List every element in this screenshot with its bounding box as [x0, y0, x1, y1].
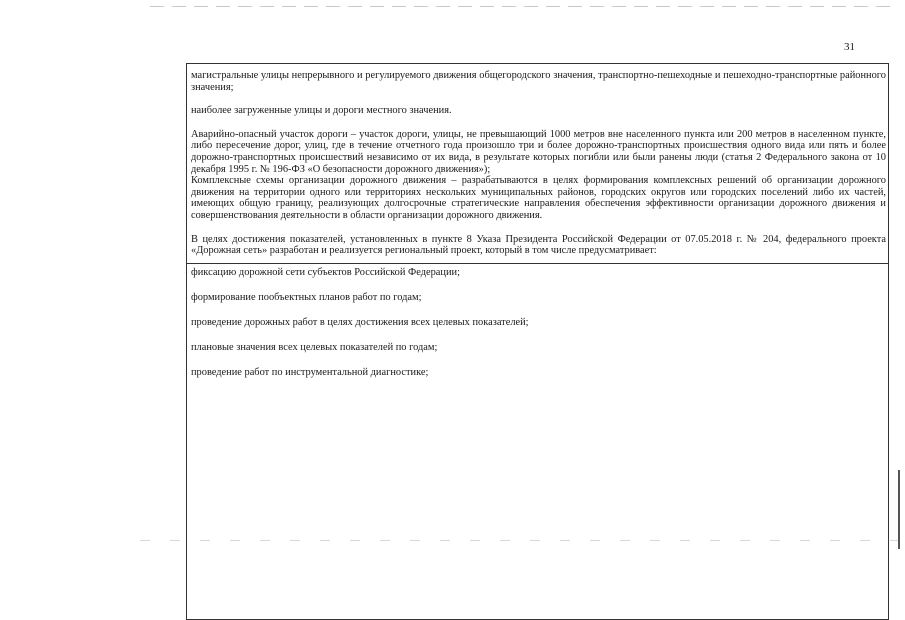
- paragraph-local-roads: наиболее загруженные улицы и дороги местного значения.: [191, 105, 452, 117]
- list-item: проведение дорожных работ в целях достижения всех целевых показателей;: [191, 316, 529, 328]
- page-number: 31: [844, 41, 855, 53]
- paragraph-traffic-schemes: Комплексные схемы организации дорожного движения – разрабатываются в целях формирования комплексных решений об организации дорожного движения на территории одного или территориях нескольких муниципальных районов, городских округов или городских поселений либо их частей, имеющих общую границу, реализующих долгосрочные стратегические направления обеспечения эффективности организации дорожного движения и совершенствования деятельности в области организации дорожного движения.: [191, 175, 886, 221]
- list-item: формирование пообъектных планов работ по годам;: [191, 291, 422, 303]
- paragraph-emergency-section: Аварийно-опасный участок дороги – участок дороги, улицы, не превышающий 1000 метров вне населенного пункта или 200 метров в населенном пункте, либо пересечение дорог, улиц, где в течение отчетного года произошло три и более дорожно-транспортных происшествия одного вида или пять и более дорожно-транспортных происшествий независимо от их вида, в результате которых погибли или были ранены люди (статья 2 Федерального закона от 10 декабря 1995 г. № 196-ФЗ «О безопасности дорожного движения»);: [191, 128, 886, 175]
- paragraph-arterial-streets: магистральные улицы непрерывного и регулируемого движения общегородского значения, транспортно-пешеходные и пешеходно-транспортные районного значения;: [191, 70, 886, 93]
- list-item: проведение работ по инструментальной диагностике;: [191, 366, 429, 378]
- list-item: фиксацию дорожной сети субъектов Российской Федерации;: [191, 266, 460, 278]
- table-row-project-items: [187, 264, 888, 619]
- list-item: плановые значения всех целевых показателей по годам;: [191, 341, 438, 353]
- scan-edge-right: [898, 470, 900, 549]
- table-row-definitions: [187, 63, 888, 264]
- document-table: [186, 63, 889, 620]
- scan-edge-top: [150, 6, 890, 7]
- paragraph-regional-project: В целях достижения показателей, установленных в пункте 8 Указа Президента Российской Федерации от 07.05.2018 г. № 204, федерального проекта «Дорожная сеть» разработан и реализуется региональный проект, который в том числе предусматривает:: [191, 233, 886, 257]
